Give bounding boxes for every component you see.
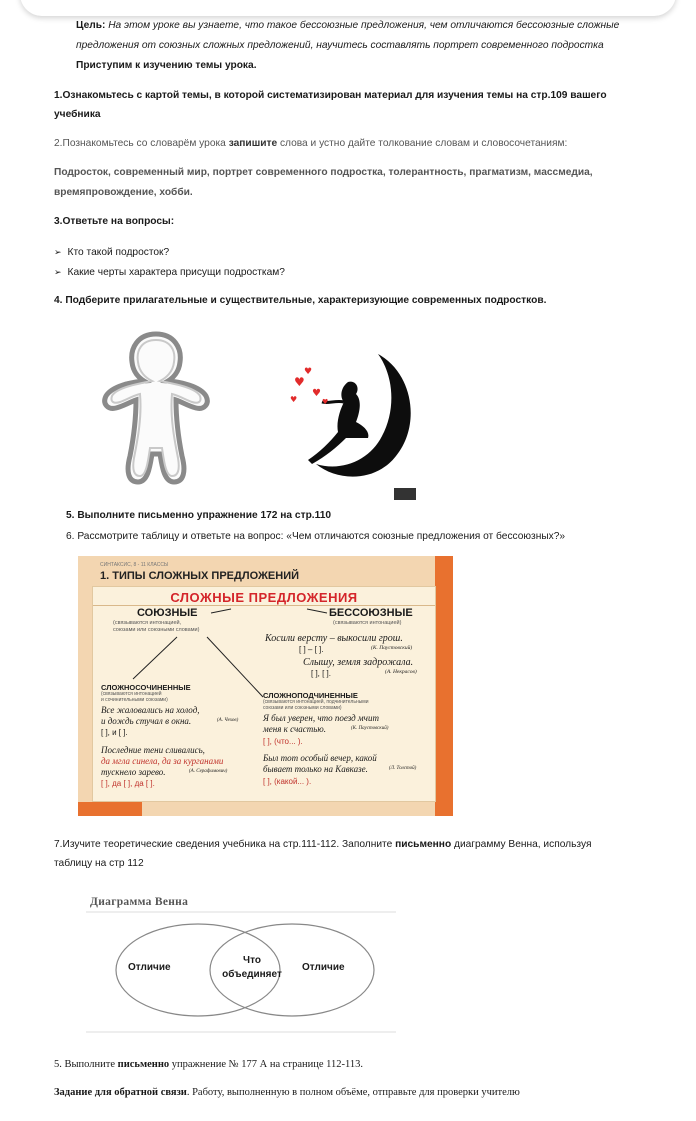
task8-text [54,1058,363,1072]
left-head: СОЮЗНЫЕ [137,607,198,619]
gingerbread-figure-icon [96,326,216,496]
task2-prefix: 2.Познакомьтесь со словарём урока [54,138,229,149]
complex-example-2b: бывает только на Кавказе. [263,764,368,774]
venn-center-label-2: объединяет [222,969,282,980]
compound-sub-1: (связываются интонацией [101,691,162,697]
task8-prefix: 5. Выполните [54,1059,118,1070]
r-example-2-author: (А. Некрасов) [385,669,417,675]
table-title: 1. ТИПЫ СЛОЖНЫХ ПРЕДЛОЖЕНИЙ [100,570,300,582]
arrow-bullet-icon: ➢ [54,247,62,257]
svg-text:♥: ♥ [312,388,321,399]
r-example-1: Косили версту – выкосили грош. [265,633,403,644]
svg-text:♥: ♥ [290,395,298,404]
left-sub-1: (связываются интонацией, [113,620,182,626]
r-example-2-scheme: [ ], [ ]. [311,669,332,678]
compound-example-2c: тускнело зарево. [101,767,166,777]
moon-girl-silhouette-icon [286,352,418,502]
venn-center-label-1: Что [243,955,261,966]
goal-line-1 [76,19,619,33]
compound-example-1-scheme: [ ], и [ ]. [101,728,128,737]
compound-example-2-author: (А. Серафимович) [189,769,228,774]
task4-heading: 4. Подберите прилагательные и существительные, характеризующие современных подростков. [54,295,547,306]
task7-bold: письменно [395,839,452,850]
right-head: БЕССОЮЗНЫЕ [329,607,413,619]
svg-text:♥: ♥ [294,375,305,389]
question-text: Какие черты характера присущи подросткам? [67,267,285,278]
feedback-rest: . Работу, выполненную в полном объёме, отправьте для проверки учителю [186,1087,520,1098]
task7-suffix: диаграмму Венна, используя [451,839,592,850]
task1-line-1: 1.Ознакомьтесь с картой темы, в которой систематизирован материал для изучения темы на стр.109 вашего [54,90,607,101]
vocab-line-2: времяпровождение, хобби. [54,187,193,198]
complex-example-1-scheme: [ ], (что... ). [263,737,303,746]
feedback-text [54,1086,520,1100]
goal-text-1: На этом уроке вы узнаете, что такое бессоюзные предложения, чем отличаются бессоюзные сложные [108,20,620,31]
complex-example-1b: меня к счастью. [263,724,326,734]
task1-line-2: учебника [54,109,101,120]
compound-example-2b: да мгла синела, да за курганами [101,756,224,766]
table-body [92,586,436,802]
question-item [54,265,285,280]
goal-label: Цель: [76,20,106,31]
goal-line-2: предложения от союзных сложных предложений, научитесь составлять портрет современного подростка [76,40,604,51]
complex-head: СЛОЖНОПОДЧИНЕННЫЕ [263,691,358,700]
complex-sub-2: союзами или союзными словами) [263,705,342,711]
venn-left-label: Отличие [128,962,171,973]
left-sub-2: союзами или союзными словами) [113,627,200,633]
right-sub: (связываются интонацией) [333,620,402,626]
arrow-bullet-icon: ➢ [54,267,62,277]
venn-right-label: Отличие [302,962,345,973]
compound-example-1-author: (А. Чехов) [217,718,239,723]
compound-example-1b: и дождь стучал в окна. [101,716,192,726]
task2-bold: запишите [228,138,278,149]
table-banner: СЛОЖНЫЕ ПРЕДЛОЖЕНИЯ [170,590,358,605]
task7-prefix: 7.Изучите теоретические сведения учебника на стр.111-112. Заполните [54,839,396,850]
feedback-bold: Задание для обратной связи [54,1087,187,1098]
task3-heading: 3.Ответьте на вопросы: [54,216,175,227]
task7-line-2: таблицу на стр 112 [54,858,144,869]
r-example-2: Слышу, земля задрожала. [303,657,414,668]
complex-example-1a: Я был уверен, что поезд мчит [263,713,379,723]
table-header-small: СИНТАКСИС, 8 - 11 КЛАССЫ [100,562,169,568]
compound-example-1a: Все жаловались на холод, [101,705,200,715]
task8-suffix: упражнение № 177 А на странице 112-113. [169,1059,364,1070]
table-side-strip [435,556,453,816]
compound-sub-2: и сочинительными союзами) [101,697,168,703]
task5-heading: 5. Выполните письменно упражнение 172 на стр.110 [66,510,332,521]
complex-example-2-scheme: [ ], (какой... ). [263,777,312,786]
svg-text:♥: ♥ [322,398,329,406]
compound-head: СЛОЖНОСОЧИНЕННЫЕ [101,683,191,692]
task7-line-1 [54,838,591,852]
task2-suffix: слова и устно дайте толкование словам и словосочетаниям: [277,138,568,149]
vocab-line-1: Подросток, современный мир, портрет современного подростка, толерантность, прагматизм, массмедиа, [54,167,593,178]
complex-example-1-author: (К. Паустовский) [351,726,389,731]
task6-text: 6. Рассмотрите таблицу и ответьте на вопрос: «Чем отличаются союзные предложения от бессоюзных?» [66,531,566,542]
r-example-1-author: (К. Паустовский) [371,645,413,651]
compound-example-2a: Последние тени сливались, [101,745,205,755]
complex-sentences-table [78,556,453,816]
complex-example-2a: Был тот особый вечер, какой [263,753,377,763]
compound-example-2-scheme: [ ], да [ ], да [ ]. [101,779,155,788]
question-text: Кто такой подросток? [67,247,170,258]
svg-text:♥: ♥ [304,367,313,377]
start-heading: Приступим к изучению темы урока. [76,60,257,71]
top-card-edge [20,0,676,16]
venn-title: Диаграмма Венна [90,896,189,908]
table-footer-strip [78,802,142,816]
task8-bold: письменно [117,1059,170,1070]
r-example-1-scheme: [ ] – [ ]. [299,645,324,654]
question-item [54,245,169,260]
complex-example-2-author: (Л. Толстой) [389,766,417,771]
task2 [54,137,567,151]
complex-sub-1: (связываются интонацией, подчинительными [263,699,369,705]
